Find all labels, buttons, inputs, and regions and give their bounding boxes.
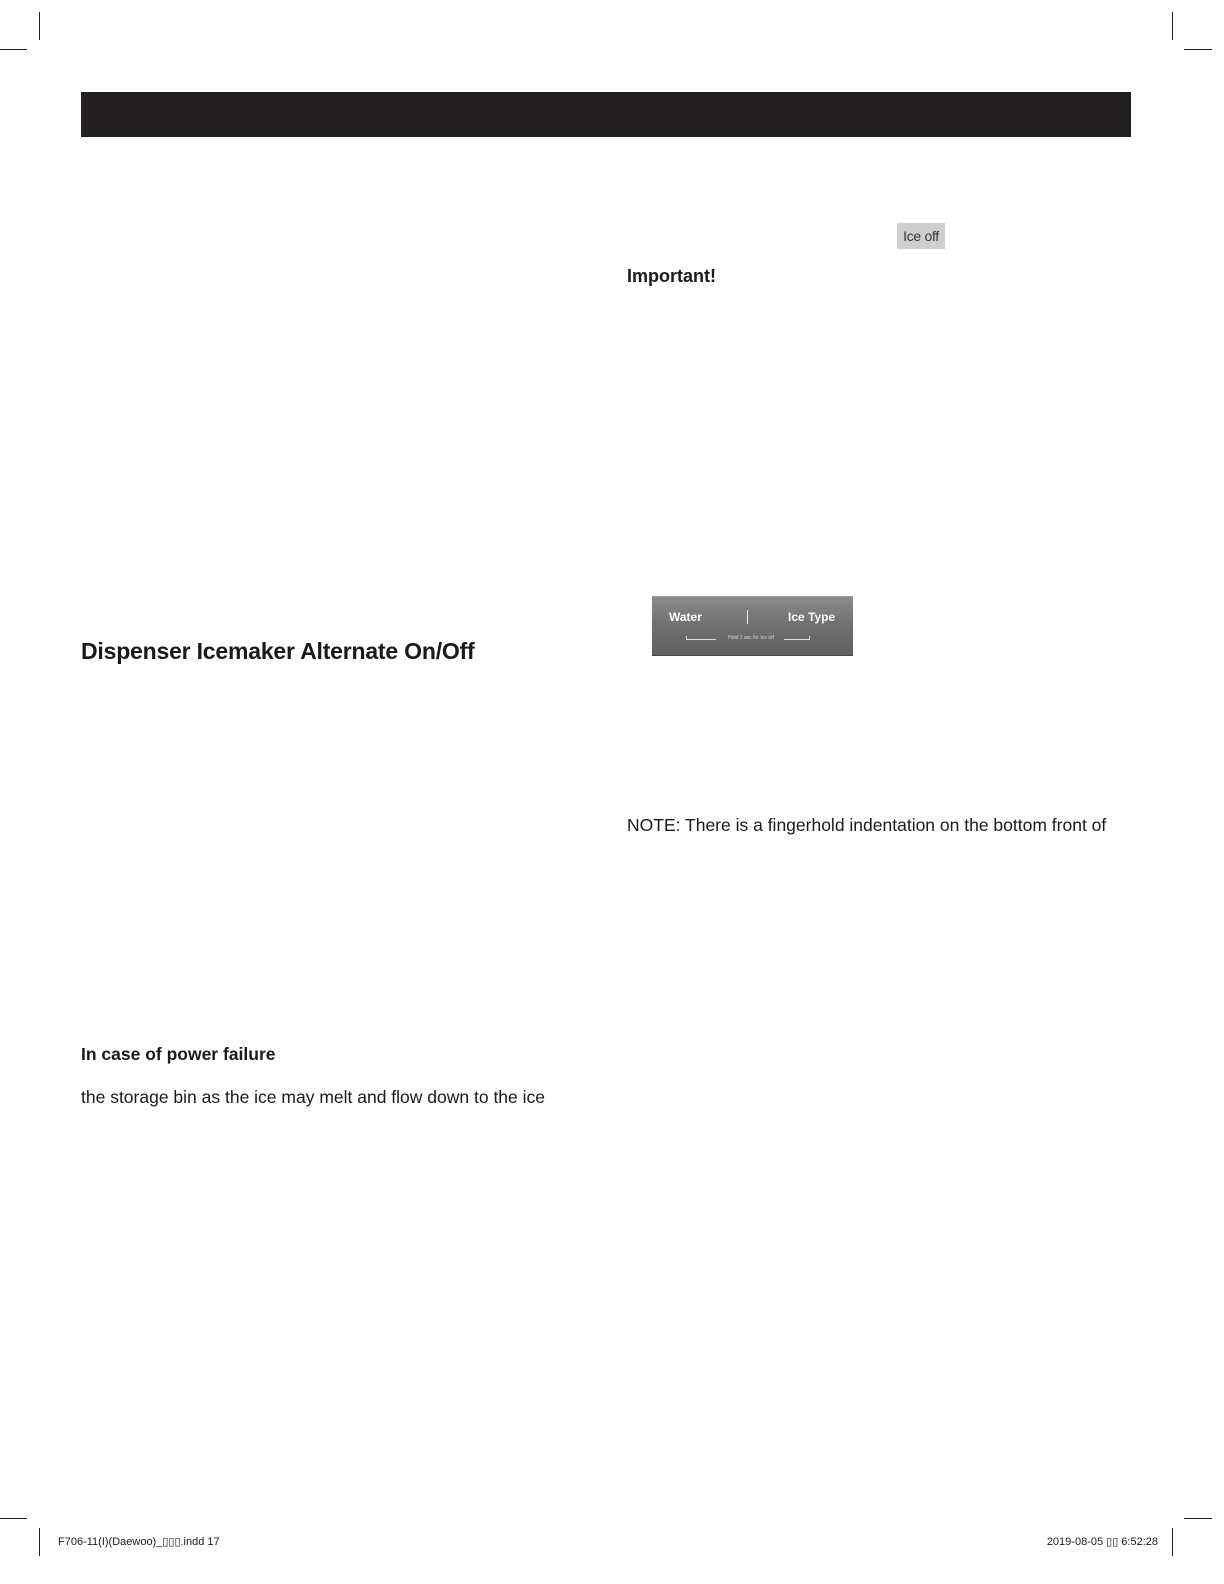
- footer-file-info: F706-11(I)(Daewoo)_▯▯▯.indd 17: [58, 1536, 220, 1548]
- ice-off-badge: Ice off: [897, 223, 945, 249]
- important-heading: Important!: [627, 266, 716, 286]
- crop-mark-bottom-right-horizontal: [1184, 1518, 1212, 1519]
- header-bar: [81, 92, 1131, 137]
- crop-mark-bottom-left-vertical: [39, 1528, 40, 1556]
- crop-mark-top-left-vertical: [39, 12, 40, 40]
- hint-bracket-right: [784, 639, 810, 640]
- dispenser-control-panel: [652, 596, 853, 656]
- footer-timestamp: 2019-08-05 ▯▯ 6:52:28: [1046, 1536, 1158, 1548]
- crop-mark-top-left-horizontal: [0, 49, 27, 50]
- ice-type-button-label[interactable]: Ice Type: [788, 610, 836, 624]
- section-title: Dispenser Icemaker Alternate On/Off: [81, 638, 475, 664]
- panel-separator: [747, 610, 748, 624]
- note-text: NOTE: There is a fingerhold indentation on the bottom front of: [627, 815, 1107, 835]
- crop-mark-top-right-vertical: [1172, 12, 1173, 40]
- power-failure-text: the storage bin as the ice may melt and flow down to the ice: [81, 1087, 546, 1107]
- water-button-label[interactable]: Water: [669, 610, 702, 624]
- crop-mark-top-right-horizontal: [1184, 49, 1212, 50]
- hint-bracket-right-tick: [809, 636, 810, 640]
- crop-mark-bottom-right-vertical: [1172, 1528, 1173, 1556]
- hold-hint-text: Hold 3 sec for Ice off: [728, 635, 774, 641]
- hint-bracket-left-tick: [686, 636, 687, 640]
- hint-bracket-left: [686, 639, 716, 640]
- crop-mark-bottom-left-horizontal: [0, 1518, 27, 1519]
- power-failure-heading: In case of power failure: [81, 1044, 276, 1064]
